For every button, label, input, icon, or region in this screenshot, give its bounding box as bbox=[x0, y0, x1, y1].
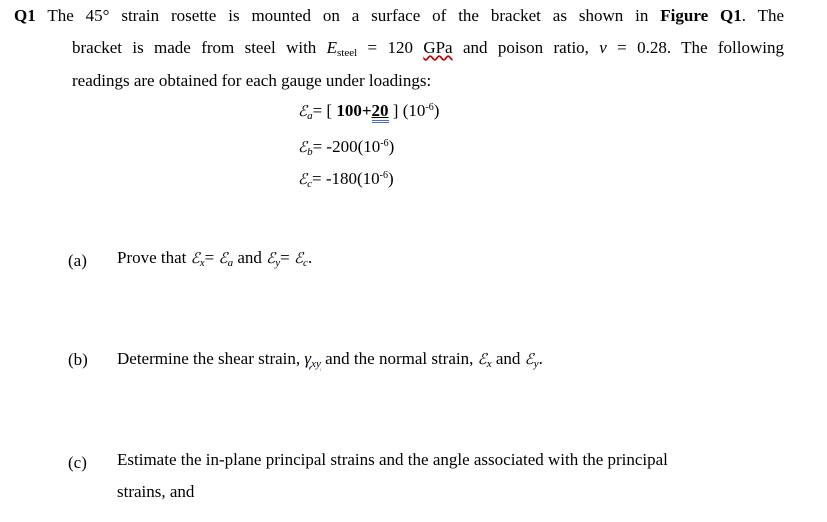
part-a-label: (a) bbox=[68, 251, 87, 270]
part-a-strain-a: ℰ bbox=[218, 249, 228, 267]
question-line-1 bbox=[14, 5, 784, 27]
strain-sub-c: c bbox=[307, 178, 312, 190]
strain-symbol-a: ℰ bbox=[298, 102, 308, 120]
reading-a-value-underlined: 20 bbox=[372, 101, 389, 123]
reading-a-unit-end: ) bbox=[433, 101, 440, 120]
reading-a-eq: = [ bbox=[312, 101, 333, 120]
part-b-strain-y: ℰ bbox=[524, 350, 534, 368]
poisson-symbol: v bbox=[599, 38, 607, 57]
reading-b-exp: -6 bbox=[380, 138, 389, 149]
part-a-eq2: = bbox=[280, 248, 290, 267]
part-b-strain-y-sub: y bbox=[533, 358, 539, 370]
figure-reference: Figure Q1 bbox=[660, 6, 742, 25]
part-a-period: . bbox=[307, 248, 313, 267]
reading-c bbox=[298, 168, 394, 190]
part-c-line-2: strains, and bbox=[117, 482, 195, 501]
strain-sub-b: b bbox=[307, 146, 313, 158]
reading-a-exp: -6 bbox=[425, 102, 434, 113]
reading-c-unit-end: ) bbox=[388, 169, 394, 188]
question-text-3: readings are obtained for each gauge under loadings: bbox=[72, 71, 432, 90]
part-c-line-1: Estimate the in-plane principal strains and the angle associated with the principal bbox=[117, 450, 668, 469]
gpa-unit: GPa bbox=[423, 38, 453, 57]
part-b-t1: Determine the shear strain, bbox=[117, 349, 301, 368]
part-b-strain-x-sub: x bbox=[486, 358, 492, 370]
reading-a-unit: (10 bbox=[398, 101, 426, 120]
part-b-t2: and the normal strain, bbox=[325, 349, 474, 368]
part-b-text bbox=[117, 348, 543, 370]
reading-c-exp: -6 bbox=[379, 170, 388, 181]
part-a-strain-c: ℰ bbox=[293, 249, 304, 267]
part-a-strain-a-sub: a bbox=[227, 257, 234, 269]
reading-b-value: = -200(10 bbox=[312, 137, 381, 156]
reading-b bbox=[298, 136, 394, 158]
reading-a-value: 100+ bbox=[336, 101, 372, 120]
part-a-and: and bbox=[237, 248, 262, 267]
question-text-1: The 45° strain rosette is mounted on a surface of the bracket as shown in bbox=[47, 6, 649, 25]
part-a-strain-y-sub: y bbox=[275, 257, 281, 269]
part-a-strain-x-sub: x bbox=[199, 257, 205, 269]
part-a-t1: Prove that bbox=[117, 248, 187, 267]
reading-b-unit-end: ) bbox=[388, 137, 395, 156]
question-text-2-mid: and poison ratio, bbox=[462, 38, 589, 57]
question-line-2 bbox=[72, 37, 784, 59]
strain-symbol-b: ℰ bbox=[298, 138, 308, 156]
poisson-value: = 0.28. The following bbox=[617, 38, 784, 57]
question-line-3 bbox=[72, 70, 431, 92]
part-a-strain-x: ℰ bbox=[190, 249, 200, 267]
question-number: Q1 bbox=[14, 6, 36, 25]
part-a-eq1: = bbox=[204, 248, 215, 267]
part-b-gamma: $\gamma_{xy}$ bbox=[304, 349, 321, 370]
part-b-strain-x: ℰ bbox=[477, 350, 487, 368]
reading-a bbox=[298, 100, 439, 122]
strain-symbol-c: ℰ bbox=[298, 170, 308, 188]
part-a-text bbox=[117, 247, 312, 269]
part-b-period: . bbox=[538, 349, 543, 368]
part-b-and: and bbox=[495, 349, 521, 368]
question-text-1-end: . The bbox=[741, 6, 785, 25]
part-b-label: (b) bbox=[68, 350, 88, 369]
question-text-2: bracket is made from steel with bbox=[72, 38, 317, 57]
strain-sub-a: a bbox=[307, 110, 313, 122]
modulus-value: = 120 bbox=[367, 38, 413, 57]
part-a-strain-y: ℰ bbox=[266, 249, 276, 267]
modulus-symbol: $E_{steel}$ bbox=[326, 38, 358, 59]
part-a-strain-c-sub: c bbox=[303, 257, 308, 269]
part-c-label: (c) bbox=[68, 453, 87, 472]
reading-a-close: ] bbox=[388, 101, 399, 120]
reading-c-value: = -180(10 bbox=[311, 169, 380, 188]
